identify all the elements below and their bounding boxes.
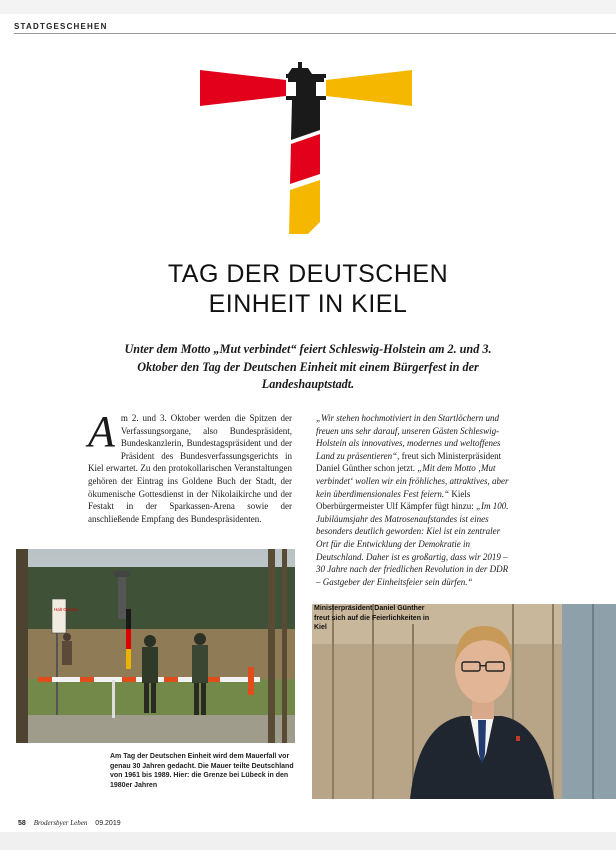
section-rule <box>14 33 616 34</box>
drop-cap: A <box>88 407 115 456</box>
halt-sign-text: Halt Grenze <box>54 607 79 612</box>
headline-line-1: TAG DER DEUTSCHEN <box>167 260 449 288</box>
quote-kaempfer: „Im 100. Jubiläumsjahr des Matrosenaufstandes ist eines besonders deutlich geworden: Kiel ist ein zentraler Ort für die Entwicklung der Demokratie in Deutschland. Daher ist es großartig, dass wir 2019 – 30 Jahre nach der friedlichen Revolution in der DDR – Gastgeber der Einheitsfeier sein dürfen.“ <box>316 501 509 587</box>
portrait-photo <box>312 604 616 799</box>
body-column-right <box>316 412 514 588</box>
top-bar <box>0 0 616 14</box>
lighthouse-logo <box>200 62 412 238</box>
issue-date: 09.2019 <box>95 820 121 827</box>
quote-guenther-2: „Mit dem Motto ‚Mut verbindet‘ wollen wir ein fröhliches, attraktives, aber kein überdimensionales Fest feiern.“ <box>316 463 509 499</box>
page-number: 58 <box>18 820 26 827</box>
attribution-guenther: freut sich Ministerpräsident Daniel Günther schon jetzt. <box>316 450 502 474</box>
border-photo <box>16 549 295 743</box>
quote-guenther: „Wir stehen hochmotiviert in den Startlöchern und freuen uns sehr darauf, unseren Gästen Schleswig-Holstein als innovatives, modernes und weltoffenes Land zu präsentieren“, <box>316 413 501 461</box>
body-column-left <box>88 407 292 525</box>
body-left-text: m 2. und 3. Oktober werden die Spitzen der Verfassungsorgane, also Bundespräsident, Bundeskanzlerin, Bundestagspräsident und der Präsident des Bundesverfassungsgerichts in Kiel erwartet. Zu den protokollarischen Veranstaltungen gehören der Eintrag ins Goldene Buch der Stadt, der ökumenische Gottesdienst in der Nikolaikirche und der Festakt in der Sparkassen-Arena sowie der anschließende Empfang des Bundespräsidenten. <box>88 413 292 524</box>
photo-caption-border: Am Tag der Deutschen Einheit wird dem Mauerfall vor genau 30 Jahren gedacht. Die Mauer teilte Deutschland von 1961 bis 1989. Hier: die Grenze bei Lübeck in den 1980er Jahren <box>110 753 294 789</box>
magazine-brand: Brodersbyer Leben <box>33 819 88 827</box>
bottom-bar <box>0 832 616 850</box>
headline-line-2: EINHEIT IN KIEL <box>208 290 408 318</box>
section-label: STADTGESCHEHEN <box>14 22 108 31</box>
page-footer <box>18 819 121 827</box>
attribution-kaempfer: Kiels Oberbürgermeister Ulf Kämpfer fügt hinzu: <box>316 488 477 512</box>
photo-caption-portrait: Ministerpräsident Daniel Günther freut sich auf die Feierlichkeiten in Kiel <box>314 605 430 632</box>
lede: Unter dem Motto „Mut verbindet“ feiert Schleswig-Holstein am 2. und 3. Oktober den Tag der Deutschen Einheit mit einem Bürgerfest in der Landeshauptstadt. <box>124 342 492 391</box>
